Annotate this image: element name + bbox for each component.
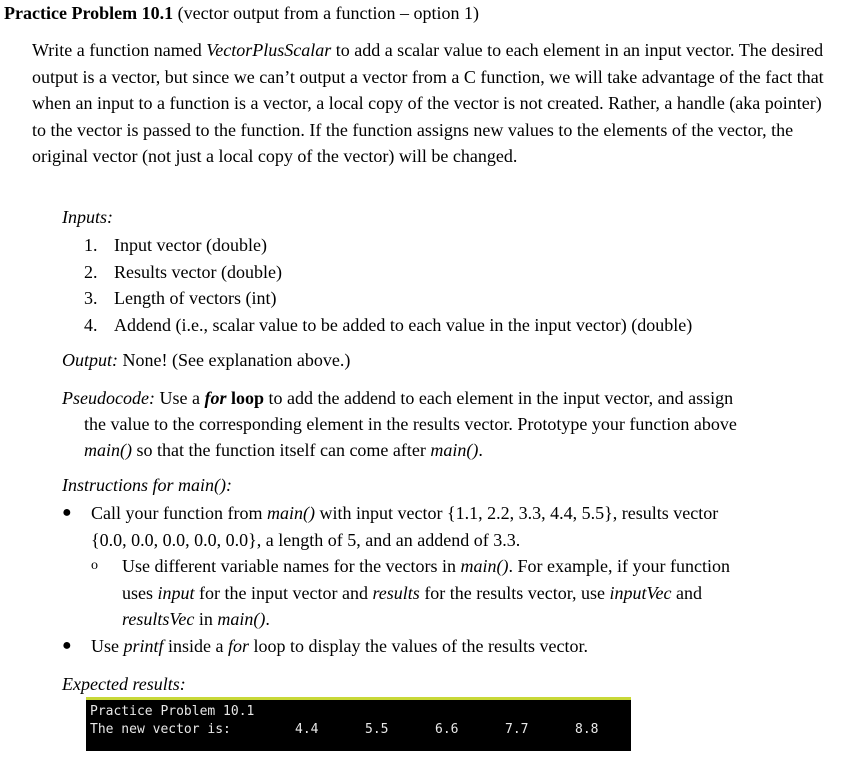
pseudo-text-2: to add the addend to each element in the input vector, and assign	[263, 388, 734, 408]
var-results: results	[372, 582, 420, 603]
output-line	[62, 349, 350, 371]
item-number: 3.	[84, 288, 98, 309]
intro-text-1: Write a function named	[32, 40, 207, 60]
inputs-list	[84, 232, 692, 338]
for-keyword: for	[228, 635, 250, 656]
title-rest: (vector output from a function – option 1)	[173, 3, 480, 23]
instructions-list	[62, 500, 822, 660]
list-item	[62, 633, 822, 660]
intro-paragraph	[32, 37, 840, 170]
item-text: Results vector (double)	[114, 261, 282, 282]
bullet-icon: ●	[62, 636, 72, 654]
console-label: The new vector is:	[90, 722, 231, 737]
bullet-text: {0.0, 0.0, 0.0, 0.0, 0.0}, a length of 5, and an addend of 3.3.	[91, 529, 521, 550]
bullet-text: Call your function from	[91, 503, 267, 523]
main-ref: main()	[430, 440, 479, 460]
pseudocode-label: Pseudocode:	[62, 388, 155, 408]
hollow-bullet-icon: o	[91, 558, 98, 574]
main-ref: main()	[460, 556, 509, 577]
main-ref: main()	[84, 440, 132, 460]
sub-text: in	[194, 609, 218, 630]
list-item	[62, 500, 822, 553]
item-number: 2.	[84, 261, 98, 282]
pseudo-text-1: Use a	[154, 388, 205, 408]
output-text: None! (See explanation above.)	[118, 350, 351, 370]
sub-text: for the input vector and	[194, 582, 373, 603]
main-ref: main()	[266, 503, 315, 523]
item-text: Input vector (double)	[114, 235, 267, 255]
console-value: 6.6	[435, 722, 459, 737]
bullet-icon: ●	[62, 504, 72, 521]
bullet-text: Use	[91, 635, 124, 656]
loop-keyword: loop	[226, 388, 264, 408]
list-item	[62, 553, 822, 633]
sub-text: .	[265, 609, 270, 630]
pseudo-end: .	[478, 440, 483, 460]
var-inputvec: inputVec	[609, 582, 672, 603]
list-item	[84, 259, 692, 286]
var-input: input	[157, 582, 195, 603]
main-ref: main()	[217, 609, 266, 630]
console-line-1: Practice Problem 10.1	[90, 704, 255, 719]
var-resultsvec: resultsVec	[122, 609, 195, 630]
pseudo-text-4: so that the function itself can come after	[132, 440, 431, 460]
inputs-label: Inputs:	[62, 207, 113, 227]
instructions-label: Instructions for main():	[62, 475, 232, 495]
list-item	[84, 232, 692, 259]
bullet-text: with input vector {1.1, 2.2, 3.3, 4.4, 5.5}, results vector	[314, 503, 719, 523]
sub-text: for the results vector, use	[419, 582, 610, 603]
console-value: 5.5	[365, 722, 389, 737]
console-line-2	[90, 721, 628, 739]
item-text: Length of vectors (int)	[114, 288, 277, 309]
list-item	[84, 312, 692, 339]
bullet-text: loop to display the values of the results vector.	[249, 635, 588, 656]
console-value: 8.8	[575, 722, 599, 737]
console-value: 4.4	[295, 722, 319, 737]
title-bold: Practice Problem 10.1	[4, 3, 174, 23]
expected-results-label: Expected results:	[62, 674, 186, 694]
function-name: VectorPlusScalar	[206, 40, 332, 60]
item-text: Addend (i.e., scalar value to be added to each value in the input vector) (double)	[114, 314, 693, 335]
sub-text: Use different variable names for the vectors in	[122, 556, 461, 577]
list-item	[84, 285, 692, 312]
item-number: 4.	[84, 314, 98, 335]
pseudo-text-3: the value to the corresponding element in the results vector. Prototype your function above	[84, 414, 737, 434]
console-value: 7.7	[505, 722, 529, 737]
output-label: Output:	[62, 350, 118, 370]
sub-text: and	[671, 582, 703, 603]
intro-text-2: to add a scalar value to each element in an input vector. The desired output is a vector, but since we can’t output a vector from a C function, we will take advantage of the fact that when an input to a function is a vector, a local copy of the vector is not created. Rather, a handle (aka pointer) to the vector is passed to the function. If the function assigns new values to the elements of the vector, the original vector (not just a local copy of the vector) will be changed.	[32, 40, 824, 167]
bullet-text: inside a	[163, 635, 229, 656]
printf-keyword: printf	[123, 635, 164, 656]
pseudocode-paragraph	[62, 385, 822, 463]
sub-text: . For example, if your function	[508, 556, 730, 577]
for-keyword: for	[204, 388, 227, 408]
page-title	[4, 2, 479, 24]
item-number: 1.	[84, 235, 98, 255]
console-output	[86, 697, 631, 751]
sub-text: uses	[122, 582, 158, 603]
